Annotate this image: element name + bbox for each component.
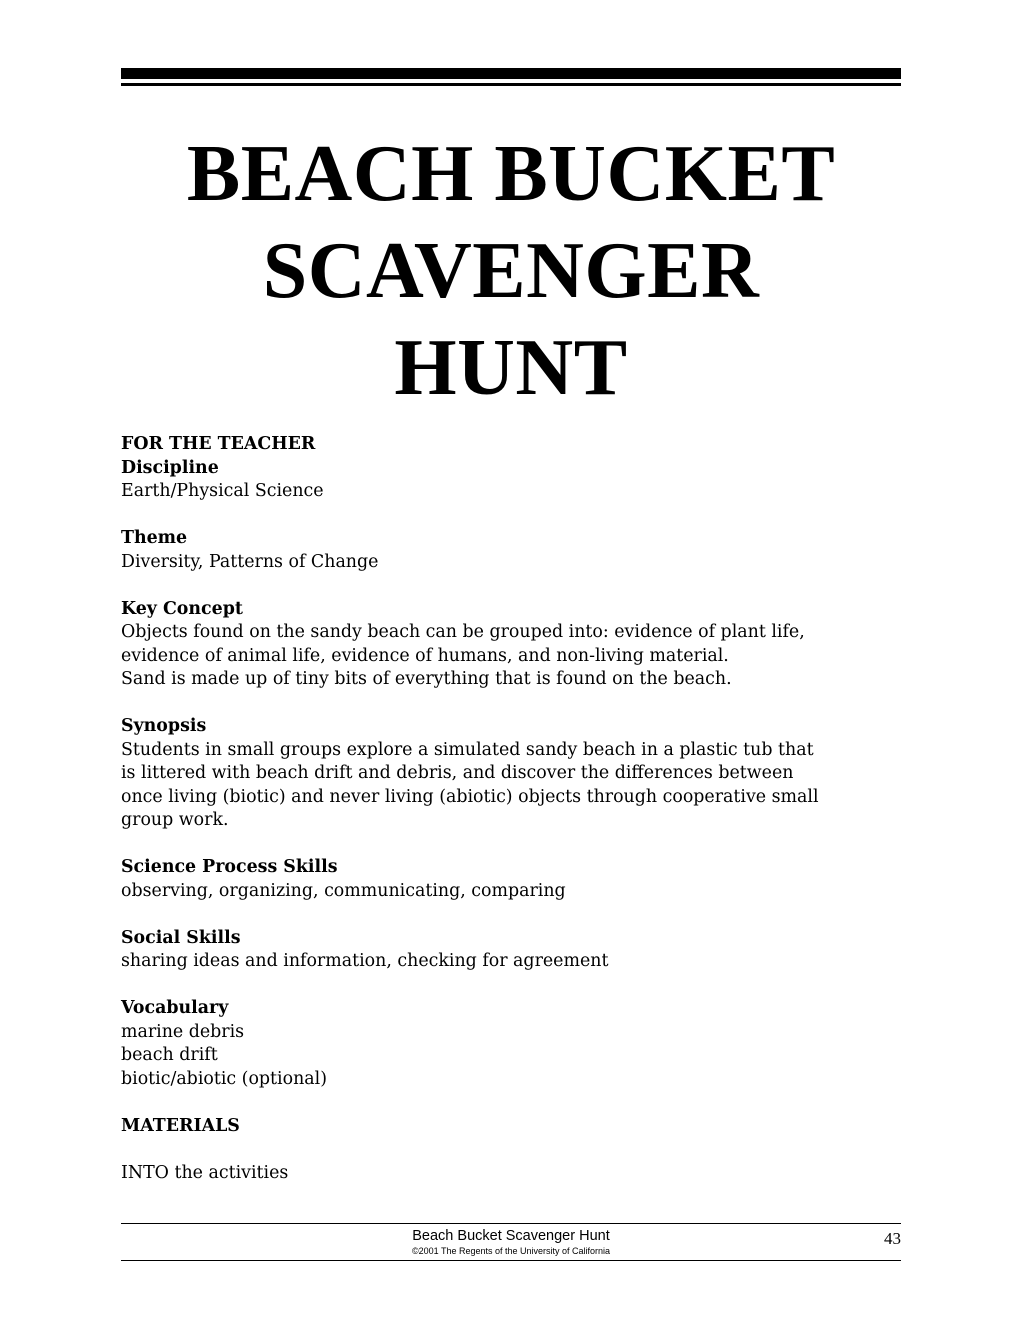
discipline-section (121, 457, 911, 504)
theme-text: Diversity, Patterns of Change (121, 551, 379, 572)
teacher-heading: FOR THE TEACHER (121, 434, 316, 454)
key-concept-section (121, 598, 911, 692)
theme-label: Theme (121, 528, 188, 548)
page-title (121, 126, 901, 417)
footer-title: Beach Bucket Scavenger Hunt (412, 1228, 610, 1244)
key-concept-label: Key Concept (121, 598, 243, 619)
vocabulary-item: biotic/abiotic (optional) (121, 1068, 327, 1089)
synopsis-line: group work. (121, 810, 229, 830)
header-thick-rule (121, 68, 901, 79)
footer-top-rule (121, 1223, 901, 1224)
key-concept-line: Sand is made up of tiny bits of everything that is found on the beach. (121, 669, 732, 689)
materials-label: MATERIALS (121, 1115, 240, 1136)
page-number: 43 (884, 1229, 901, 1248)
vocabulary-item: marine debris (121, 1021, 245, 1042)
process-skills-label: Science Process Skills (121, 857, 338, 877)
process-skills-section (121, 856, 911, 903)
social-skills-label: Social Skills (121, 927, 241, 948)
theme-section (121, 527, 911, 574)
synopsis-line: Students in small groups explore a simulated sandy beach in a plastic tub that (121, 739, 814, 760)
teacher-section (121, 433, 911, 1185)
title-line-1: BEACH BUCKET (186, 130, 836, 218)
footer-bottom-rule (121, 1260, 901, 1261)
vocabulary-item: beach drift (121, 1045, 218, 1065)
materials-section (121, 1115, 911, 1139)
key-concept-line: evidence of animal life, evidence of humans, and non-living material. (121, 645, 729, 666)
footer-copyright: ©2001 The Regents of the University of California (411, 1246, 611, 1256)
key-concept-line: Objects found on the sandy beach can be grouped into: evidence of plant life, (121, 622, 805, 642)
discipline-text: Earth/Physical Science (121, 481, 324, 501)
synopsis-label: Synopsis (121, 716, 207, 736)
vocabulary-label: Vocabulary (121, 998, 229, 1018)
discipline-label: Discipline (121, 457, 219, 478)
synopsis-section (121, 715, 911, 833)
materials-text: INTO the activities (121, 1162, 289, 1183)
title-line-3: HUNT (394, 324, 628, 412)
vocabulary-section (121, 997, 911, 1091)
title-line-2: SCAVENGER (262, 227, 760, 315)
header-thin-rule (121, 83, 901, 86)
process-skills-text: observing, organizing, communicating, comparing (121, 880, 566, 901)
social-skills-text: sharing ideas and information, checking for agreement (121, 951, 609, 971)
synopsis-line: once living (biotic) and never living (abiotic) objects through cooperative small (121, 786, 819, 807)
synopsis-line: is littered with beach drift and debris, and discover the differences between (121, 763, 794, 783)
social-skills-section (121, 927, 911, 974)
